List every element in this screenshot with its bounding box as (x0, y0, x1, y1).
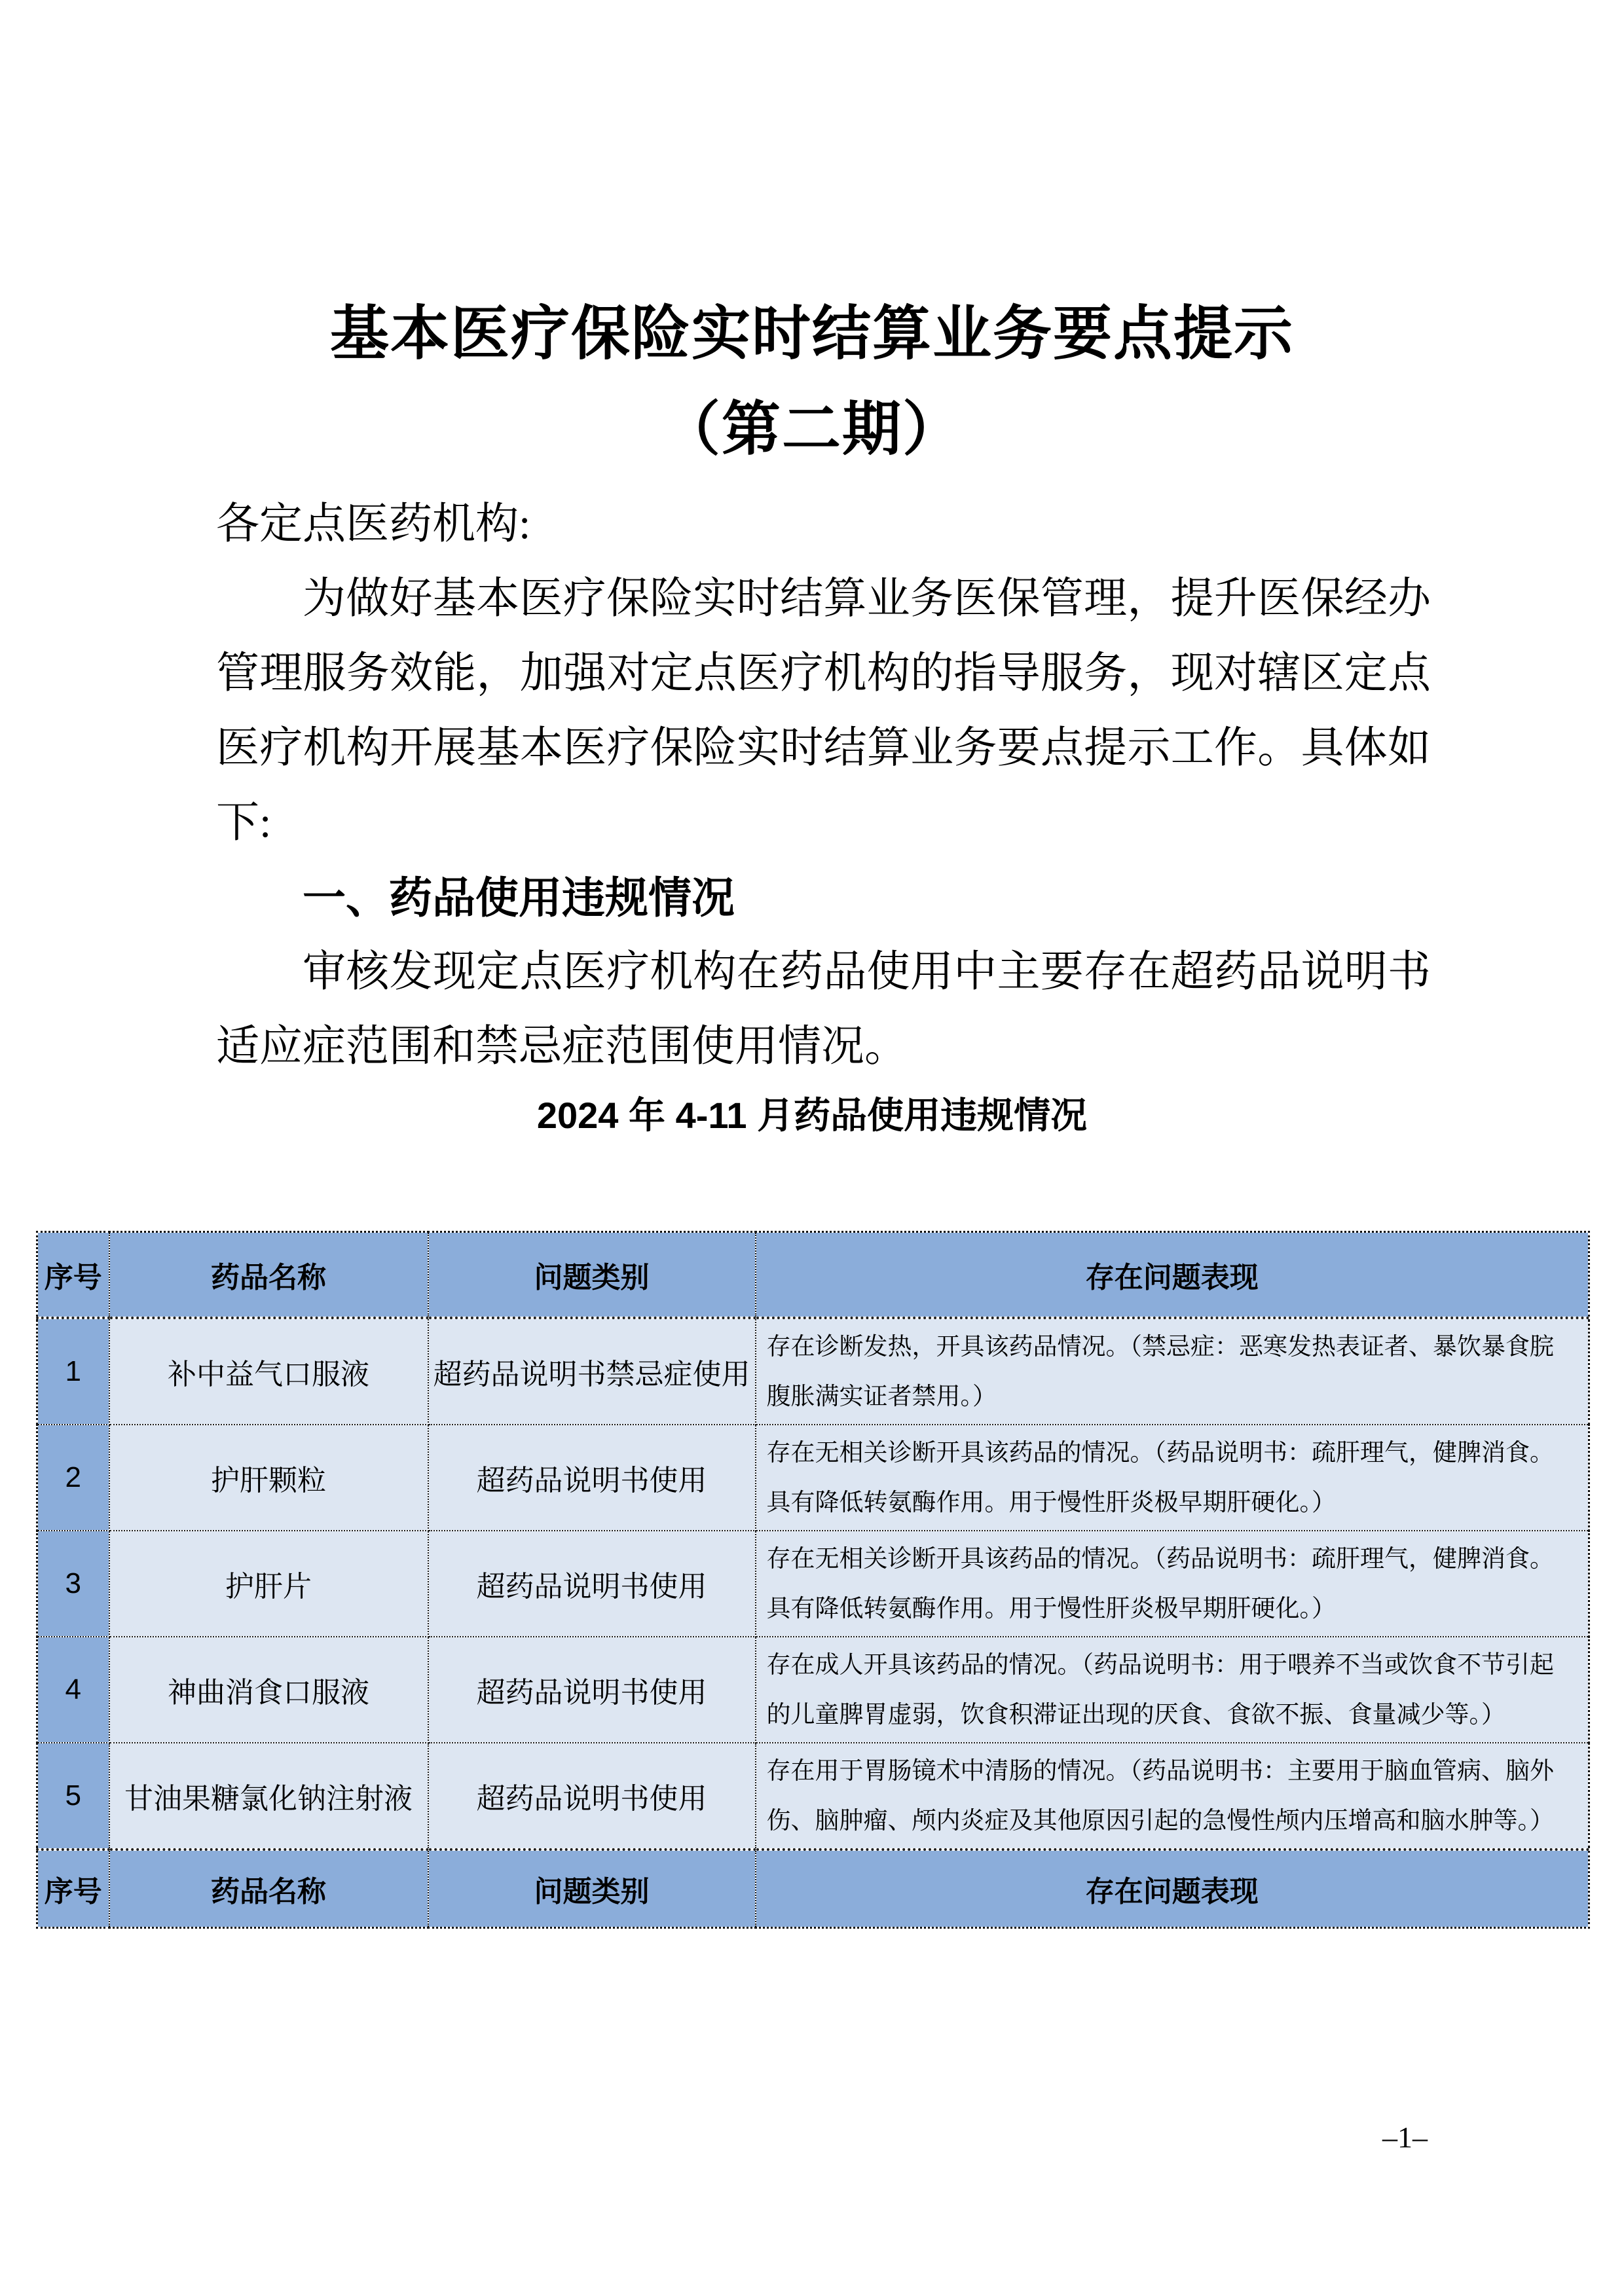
row-index-cell: 3 (37, 1531, 109, 1637)
salutation: 各定点医药机构: (216, 500, 531, 548)
header-cell-3: 存在问题表现 (756, 1232, 1589, 1319)
footer-header-cell-0: 序号 (37, 1850, 109, 1928)
table-header-row (37, 1232, 1589, 1319)
table-caption: 2024 年 4-11 月药品使用违规情况 (536, 1095, 1088, 1136)
problem-category-cell: 超药品说明书使用 (428, 1637, 756, 1743)
problem-category-cell: 超药品说明书禁忌症使用 (428, 1318, 756, 1425)
table-row (37, 1637, 1589, 1743)
page-number: –1– (1382, 2121, 1428, 2154)
header-cell-2: 问题类别 (428, 1232, 756, 1319)
row-index-cell: 1 (37, 1318, 109, 1425)
doc-title-line2: （第二期） (661, 397, 963, 462)
problem-category-cell: 超药品说明书使用 (428, 1425, 756, 1531)
violations-table (36, 1231, 1590, 1929)
drug-name-cell: 神曲消食口服液 (109, 1637, 428, 1743)
drug-name-cell: 甘油果糖氯化钠注射液 (109, 1743, 428, 1850)
doc-title (0, 0, 1624, 478)
problem-category-cell: 超药品说明书使用 (428, 1531, 756, 1637)
table-row (37, 1743, 1589, 1850)
table-footer-header-row (37, 1850, 1589, 1928)
row-index-cell: 5 (37, 1743, 109, 1850)
row-index-cell: 2 (37, 1425, 109, 1531)
problem-category-cell: 超药品说明书使用 (428, 1743, 756, 1850)
intro-paragraph: 为做好基本医疗保险实时结算业务医保管理，提升医保经办管理服务效能，加强对定点医疗机构的指导服务，现对辖区定点医疗机构开展基本医疗保险实时结算业务要点提示工作。具体如下: (216, 575, 1431, 847)
problem-description-cell: 存在无相关诊断开具该药品的情况。（药品说明书：疏肝理气，健脾消食。具有降低转氨酶作用。用于慢性肝炎极早期肝硬化。） (756, 1425, 1589, 1531)
doc-title-line1: 基本医疗保险实时结算业务要点提示 (330, 302, 1294, 367)
header-cell-0: 序号 (37, 1232, 109, 1319)
footer-header-cell-1: 药品名称 (109, 1850, 428, 1928)
drug-name-cell: 护肝颗粒 (109, 1425, 428, 1531)
drug-name-cell: 补中益气口服液 (109, 1318, 428, 1425)
problem-description-cell: 存在用于胃肠镜术中清肠的情况。（药品说明书：主要用于脑血管病、脑外伤、脑肿瘤、颅内炎症及其他原因引起的急慢性颅内压增高和脑水肿等。） (756, 1743, 1589, 1850)
footer-header-cell-3: 存在问题表现 (756, 1850, 1589, 1928)
table-row (37, 1531, 1589, 1637)
problem-description-cell: 存在无相关诊断开具该药品的情况。（药品说明书：疏肝理气，健脾消食。具有降低转氨酶作用。用于慢性肝炎极早期肝硬化。） (756, 1531, 1589, 1637)
section-heading-drug-violations: 一、药品使用违规情况 (303, 873, 735, 922)
row-index-cell: 4 (37, 1637, 109, 1743)
drug-usage-paragraph: 审核发现定点医疗机构在药品使用中主要存在超药品说明书适应症范围和禁忌症范围使用情况。 (216, 948, 1431, 1070)
problem-description-cell: 存在成人开具该药品的情况。（药品说明书：用于喂养不当或饮食不节引起的儿童脾胃虚弱，饮食积滞证出现的厌食、食欲不振、食量减少等。） (756, 1637, 1589, 1743)
problem-description-cell: 存在诊断发热，开具该药品情况。（禁忌症：恶寒发热表证者、暴饮暴食脘腹胀满实证者禁用。） (756, 1318, 1589, 1425)
drug-name-cell: 护肝片 (109, 1531, 428, 1637)
table-row (37, 1318, 1589, 1425)
footer-header-cell-2: 问题类别 (428, 1850, 756, 1928)
table-row (37, 1425, 1589, 1531)
header-cell-1: 药品名称 (109, 1232, 428, 1319)
